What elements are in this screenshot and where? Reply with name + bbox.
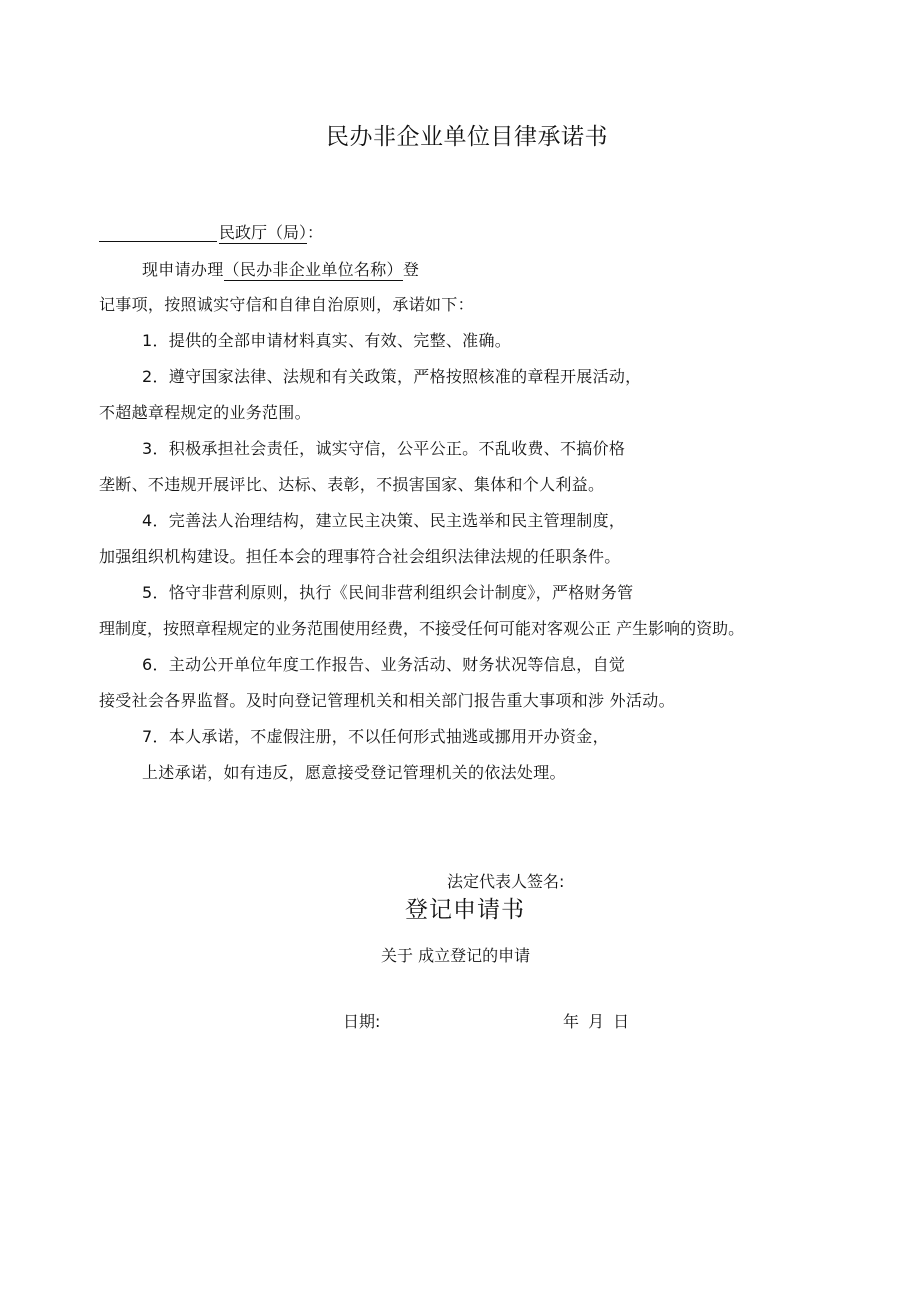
intro-line-2: 记事项，按照诚实守信和自律自治原则，承诺如下： <box>99 295 474 314</box>
item-number: 7 <box>142 727 153 746</box>
intro-org-name-blank: （民办非企业单位名称） <box>223 260 403 279</box>
item-5-cont: 理制度，按照章程规定的业务范围使用经费，不接受任何可能对客观公正 产生影响的资助。 <box>99 619 745 638</box>
addressee-colon: ： <box>307 223 324 242</box>
item-2-cont: 不超越章程规定的业务范围。 <box>99 403 311 422</box>
item-3 <box>142 441 625 457</box>
item-number: 2 <box>142 367 153 386</box>
item-3-cont: 垄断、不违规开展评比、达标、表彰，不损害国家、集体和个人利益。 <box>99 475 605 494</box>
item-6 <box>142 657 625 673</box>
item-4 <box>142 513 625 529</box>
item-text: ．遵守国家法律、法规和有关政策，严格按照核准的章程开展活动， <box>152 367 642 386</box>
item-number: 6 <box>142 655 153 674</box>
item-text: ．主动公开单位年度工作报告、业务活动、财务状况等信息，自觉 <box>152 655 626 674</box>
item-text: ．积极承担社会责任，诚实守信，公平公正。不乱收费、不搞价格 <box>152 439 626 458</box>
subtitle: 登记申请书 <box>405 897 525 923</box>
date-ymd: 年 月 日 <box>563 1012 630 1031</box>
date-label: 日期: <box>343 1012 381 1031</box>
item-number: 4 <box>142 511 153 530</box>
addressee-name: 民政厅（局） <box>219 223 308 242</box>
item-7 <box>142 729 609 745</box>
item-2 <box>142 369 642 385</box>
intro-prefix: 现申请办理 <box>142 260 224 279</box>
intro-line-1 <box>142 262 419 278</box>
about-line: 关于 成立登记的申请 <box>381 946 531 965</box>
signature-label: 法定代表人签名: <box>447 872 565 891</box>
item-text: ．恪守非营利原则，执行《民间非营利组织会计制度》，严格财务管 <box>152 583 634 602</box>
addressee <box>219 225 323 241</box>
addressee-blank-line <box>99 241 217 242</box>
intro-suffix: 登 <box>402 260 420 279</box>
document-title: 民办非企业单位目律承诺书 <box>326 124 608 150</box>
item-number: 5 <box>142 583 153 602</box>
item-5 <box>142 585 634 601</box>
item-6-cont: 接受社会各界监督。及时向登记管理机关和相关部门报告重大事项和涉 外活动。 <box>99 691 675 710</box>
item-1 <box>142 333 511 349</box>
item-text: ．本人承诺，不虚假注册，不以任何形式抽逃或挪用开办资金， <box>152 727 609 746</box>
item-text: ．提供的全部申请材料真实、有效、完整、准确。 <box>152 331 512 350</box>
item-text: ．完善法人治理结构，建立民主决策、民主选举和民主管理制度， <box>152 511 626 530</box>
item-number: 3 <box>142 439 153 458</box>
item-4-cont: 加强组织机构建设。担任本会的理事符合社会组织法律法规的任职条件。 <box>99 547 621 566</box>
closing-statement: 上述承诺，如有违反，愿意接受登记管理机关的依法处理。 <box>142 763 566 782</box>
item-number: 1 <box>142 331 153 350</box>
